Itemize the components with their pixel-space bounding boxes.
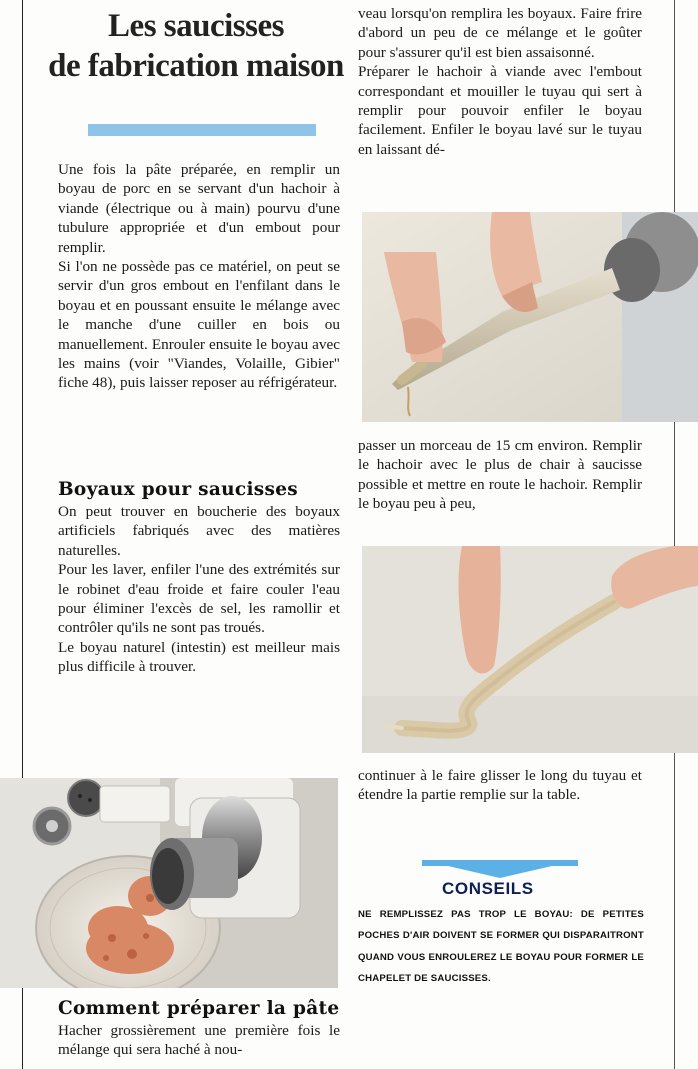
right-top-paragraph-1: veau lorsqu'on remplira les boyaux. Faire frire d'abord un peu de ce mélange et le goûter pour s'assurer qu'il est bien assaisonné. xyxy=(358,5,642,61)
right-column-bottom-text xyxy=(358,766,642,805)
pate-text xyxy=(58,1021,340,1060)
filled-sausage-photo xyxy=(362,546,698,753)
boyaux-paragraph-1: On peut trouver en boucherie des boyaux artificiels fabriqués avec des matières naturelles. xyxy=(58,503,340,559)
boyaux-heading: Boyaux pour saucisses xyxy=(58,479,299,500)
casing-on-tube-photo xyxy=(362,212,698,422)
right-bottom-paragraph-1: continuer à le faire glisser le long du tuyau et étendre la partie remplie sur la table. xyxy=(358,767,642,804)
page-title-line1: Les saucisses xyxy=(108,8,284,44)
boyaux-paragraph-2: Pour les laver, enfiler l'une des extrémités sur le robinet d'eau froide et faire couler l'eau pour éliminer l'excès de sel, les ramollir et contrôler qu'ils ne sont pas troués. xyxy=(58,561,340,637)
right-column-middle-text xyxy=(358,436,642,514)
pate-paragraph-1: Hacher grossièrement une première fois le mélange qui sera haché à nou- xyxy=(58,1022,340,1059)
boyaux-text xyxy=(58,502,340,677)
boyaux-paragraph-3: Le boyau naturel (intestin) est meilleur mais plus difficile à trouver. xyxy=(58,638,340,676)
conseils-triangle xyxy=(422,860,578,878)
intro-text xyxy=(58,160,340,393)
intro-paragraph-2: Si l'on ne possède pas ce matériel, on peut se servir d'un gros embout en l'enfilant dans le boyau et en poussant ensuite le mélange avec le manche d'une cuiller en bois ou manuellement. Enrouler ensuite le boyau avec les mains (voir "Viandes, Volaille, Gibier" fiche 48), puis laisser reposer au réfrigérateur. xyxy=(58,258,340,392)
right-margin-rule xyxy=(674,0,675,1069)
page-title-line2: de fabrication maison xyxy=(48,48,344,84)
title-accent-bar xyxy=(88,124,316,136)
right-column-top-text xyxy=(358,4,642,159)
page-title xyxy=(40,6,352,86)
right-top-paragraph-2: Préparer le hachoir à viande avec l'embout correspondant et mouiller le tuyau qui sert à remplir pour pouvoir enfiler le boyau facilement. Enfiler le boyau lavé sur le tuyau en laissant dé- xyxy=(358,63,642,158)
conseils-title: CONSEILS xyxy=(442,879,534,898)
intro-paragraph-1: Une fois la pâte préparée, en remplir un boyau de porc en se servant d'un hachoir à viande (électrique ou à main) pourvu d'une tubulure appropriée et d'un embout pour remplir. xyxy=(58,161,340,256)
meat-grinder-photo xyxy=(0,778,338,988)
conseils-text: NE REMPLISSEZ PAS TROP LE BOYAU: DE PETITES POCHES D'AIR DOIVENT SE FORMER QUI DISPARAITRONT QUAND VOUS ENROULEREZ LE BOYAU POUR FORMER LE CHAPELET DE SAUCISSES. xyxy=(358,909,644,985)
right-middle-paragraph-1: passer un morceau de 15 cm environ. Remplir le hachoir avec le plus de chair à saucisse possible et mettre en route le hachoir. Remplir le boyau peu à peu, xyxy=(358,437,642,513)
pate-heading: Comment préparer la pâte xyxy=(58,998,340,1019)
